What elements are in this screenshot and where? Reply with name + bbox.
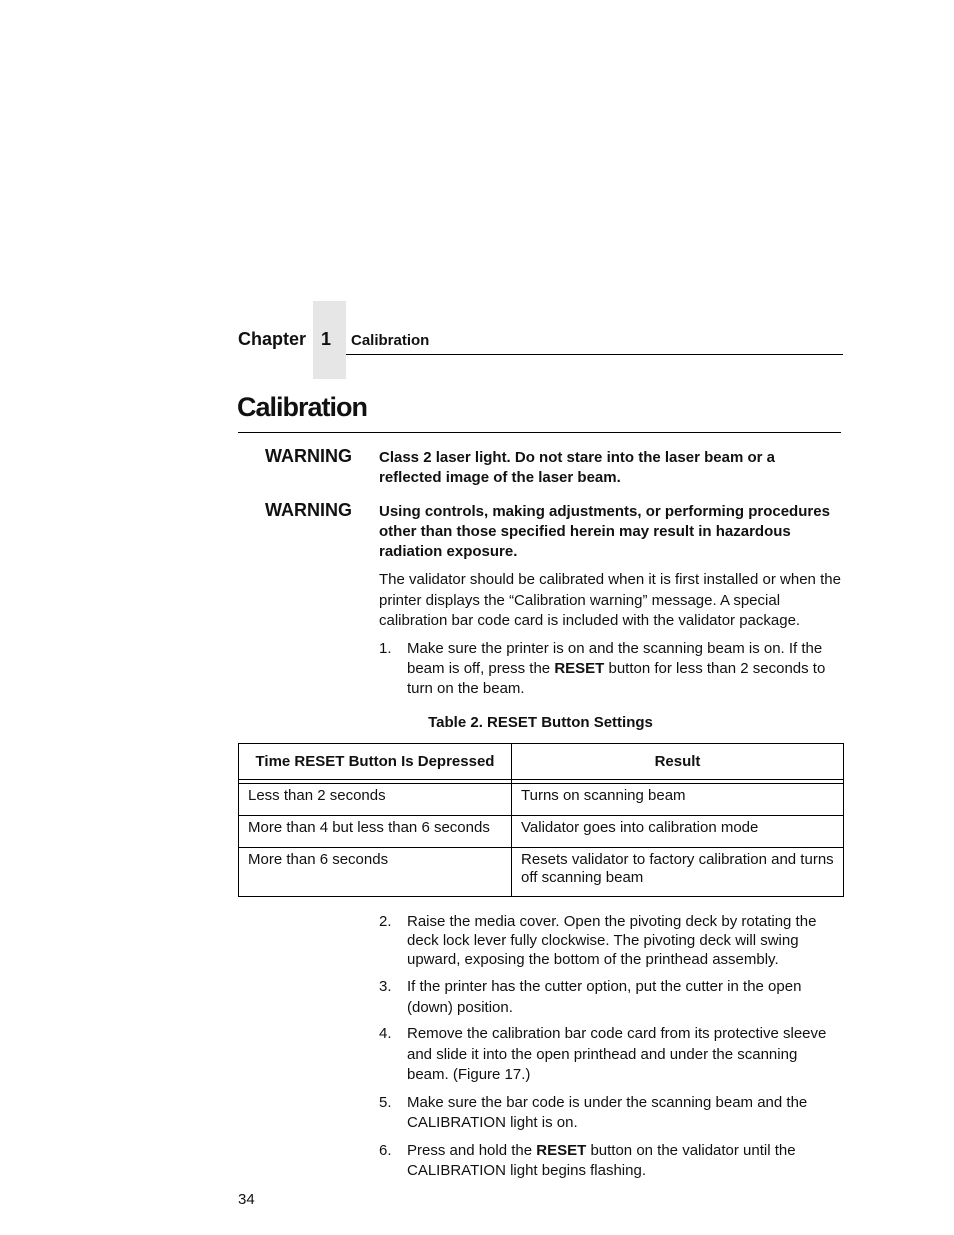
step-text: Make sure the printer is on and the scanning beam is on. If the beam is off, press the RESET button for less than 2 seconds to turn on the beam. (407, 640, 826, 697)
chapter-number: 1 (321, 329, 332, 349)
table-cell: Less than 2 seconds (239, 784, 512, 816)
step-number: 5. (379, 1094, 392, 1111)
table-row (239, 784, 844, 816)
warning-text: Class 2 laser light. Do not stare into the laser beam or a reflected image of the laser beam. (379, 449, 775, 486)
step-text: Remove the calibration bar code card from its protective sleeve and slide it into the open printhead and under the scanning beam. (Figure 17.) (407, 1025, 827, 1083)
section-title: Calibration (237, 392, 368, 422)
step-number: 4. (379, 1025, 392, 1042)
column-header: Time RESET Button Is Depressed (239, 744, 512, 780)
reset-keyword: RESET (554, 660, 605, 677)
reset-keyword: RESET (536, 1142, 587, 1159)
reset-settings-table (238, 743, 844, 897)
table-cell: Resets validator to factory calibration and turns off scanning beam (512, 848, 844, 897)
table-cell: Validator goes into calibration mode (512, 816, 844, 848)
step-text: Raise the media cover. Open the pivoting deck by rotating the deck lock lever fully clockwise. The pivoting deck will swing upward, exposing the bottom of the printhead assembly. (407, 913, 817, 968)
table-cell: More than 6 seconds (239, 848, 512, 897)
table-caption: Table 2. RESET Button Settings (428, 714, 653, 731)
section-divider (238, 432, 841, 433)
warning-text: Using controls, making adjustments, or performing procedures other than those specified herein may result in hazardous radiation exposure. (379, 503, 830, 560)
step-text: Press and hold the RESET button on the validator until the CALIBRATION light begins flashing. (407, 1142, 796, 1179)
step-number: 1. (379, 640, 392, 657)
warning-label: WARNING (265, 500, 352, 520)
header-divider (346, 354, 843, 355)
chapter-title: Calibration (351, 332, 430, 349)
chapter-label: Chapter (238, 329, 307, 349)
table-header-row (239, 744, 844, 780)
step-text: Make sure the bar code is under the scanning beam and the CALIBRATION light is on. (407, 1094, 808, 1131)
table-row (239, 848, 844, 897)
step-number: 2. (379, 913, 392, 930)
step-number: 6. (379, 1142, 392, 1159)
column-header: Result (512, 744, 844, 780)
intro-paragraph: The validator should be calibrated when it is first installed or when the printer displays the “Calibration warning” message. A special calibration bar code card is included with the validator package. (379, 571, 841, 629)
step-text: If the printer has the cutter option, put the cutter in the open (down) position. (407, 978, 802, 1016)
step-number: 3. (379, 978, 392, 995)
page-number: 34 (238, 1191, 255, 1208)
table-row (239, 816, 844, 848)
table-cell: More than 4 but less than 6 seconds (239, 816, 512, 848)
warning-label: WARNING (265, 446, 352, 466)
table-cell: Turns on scanning beam (512, 784, 844, 816)
